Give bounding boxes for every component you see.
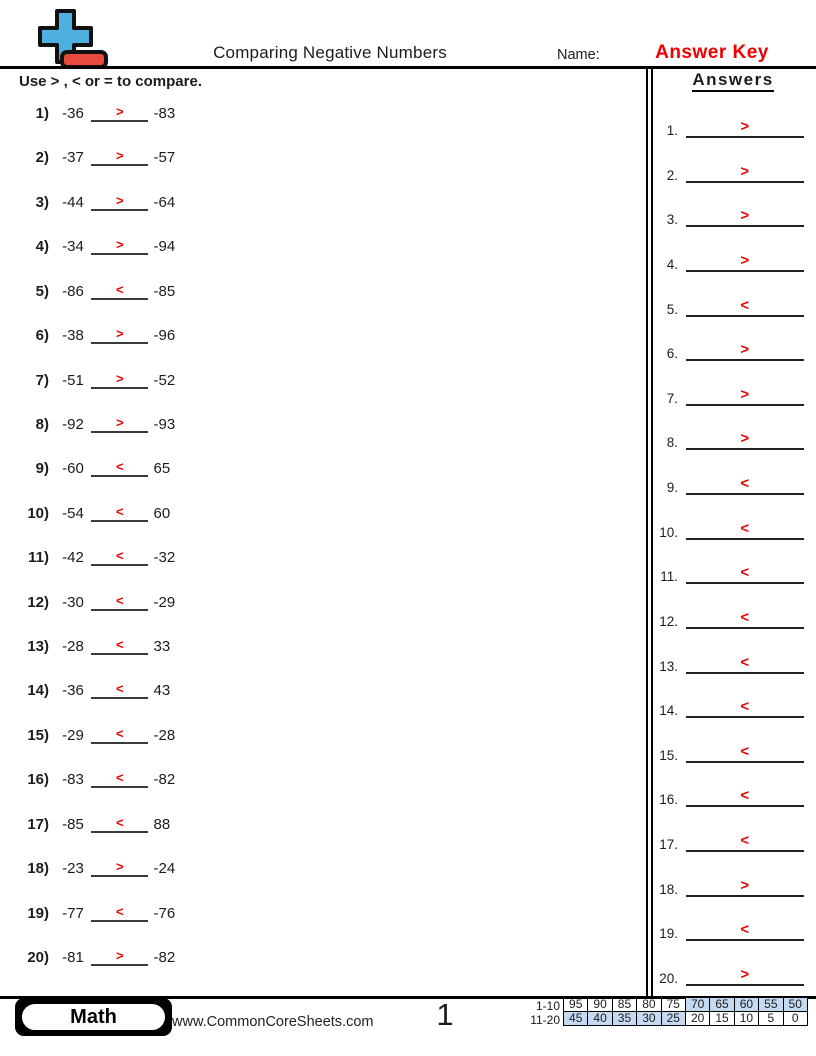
score-cell: 95 — [564, 998, 588, 1012]
answer-symbol: < — [740, 653, 750, 671]
answer-row — [654, 385, 804, 406]
answer-number: 11. — [660, 569, 678, 585]
problem-left-value: -36 — [62, 105, 84, 122]
problem-number: 14) — [27, 682, 49, 700]
comparison-symbol: < — [116, 725, 124, 741]
problem-right-value: -83 — [153, 105, 176, 122]
problem-answer-blank — [91, 281, 148, 300]
answer-row — [654, 608, 804, 629]
answer-symbol: < — [740, 608, 750, 626]
answer-number: 5. — [666, 301, 678, 317]
comparison-symbol: < — [116, 503, 124, 519]
score-cell: 75 — [661, 998, 685, 1012]
problem-number: 11) — [28, 549, 49, 567]
comparison-symbol: < — [116, 281, 124, 297]
problem-right-value: -29 — [153, 593, 176, 611]
problem-right-value: -85 — [153, 282, 176, 300]
page-number: 1 — [436, 997, 454, 1032]
answer-blank — [686, 206, 804, 227]
answer-symbol: < — [740, 921, 750, 939]
problem-answer-blank — [91, 414, 148, 433]
page-title: Comparing Negative Numbers — [213, 43, 447, 62]
answer-row — [654, 340, 804, 361]
problem-left-value: -29 — [62, 726, 84, 744]
answer-symbol: > — [740, 162, 750, 180]
column-separator-line — [651, 69, 653, 996]
comparison-symbol: > — [116, 370, 124, 386]
problem-row — [15, 325, 175, 345]
answer-number: 6. — [666, 346, 678, 362]
problem-left-value: -38 — [62, 327, 84, 345]
answer-row — [654, 786, 804, 807]
problem-number: 4) — [35, 238, 49, 256]
problem-answer-blank — [91, 147, 148, 166]
instructions-text: Use > , < or = to compare. — [19, 73, 202, 90]
problem-row — [15, 281, 175, 301]
comparison-symbol: > — [116, 326, 124, 342]
problem-right-value: -94 — [153, 238, 176, 256]
answer-row — [654, 965, 804, 986]
score-row-2 — [564, 1012, 808, 1026]
answer-symbol: < — [740, 742, 750, 760]
problem-answer-blank — [91, 858, 148, 877]
answer-blank — [686, 340, 804, 361]
answer-blank — [686, 697, 804, 718]
problem-row — [15, 725, 175, 745]
answer-row — [654, 920, 804, 941]
problem-row — [15, 192, 175, 212]
answer-symbol: > — [740, 207, 750, 225]
problem-left-value: -92 — [62, 415, 84, 433]
answer-symbol: < — [740, 519, 750, 537]
answer-number: 8. — [666, 435, 678, 451]
comparison-symbol: < — [116, 770, 124, 786]
problem-right-value: -32 — [153, 549, 176, 567]
answer-number: 14. — [659, 703, 678, 719]
score-cell: 90 — [588, 998, 612, 1012]
answer-row — [654, 519, 804, 540]
answer-number: 10. — [659, 524, 678, 540]
comparison-symbol: < — [116, 903, 124, 919]
problem-row — [15, 769, 175, 789]
problem-answer-blank — [91, 769, 148, 788]
problem-left-value: -54 — [62, 504, 84, 522]
plus-minus-logo-svg — [26, 8, 110, 70]
problem-answer-blank — [91, 503, 148, 522]
problem-row — [15, 147, 175, 167]
score-row-1 — [564, 998, 808, 1012]
score-cell: 40 — [588, 1012, 612, 1026]
problem-row — [15, 103, 175, 123]
problem-left-value: -83 — [62, 771, 84, 789]
minus-icon — [62, 52, 106, 67]
problem-right-value: -52 — [153, 371, 176, 389]
problem-answer-blank — [91, 680, 148, 699]
problem-answer-blank — [91, 458, 148, 477]
answer-row — [654, 117, 804, 138]
problem-left-value: -36 — [62, 682, 84, 700]
score-cell: 60 — [734, 998, 758, 1012]
comparison-symbol: > — [116, 947, 124, 963]
score-cell: 70 — [685, 998, 709, 1012]
problem-right-value: -93 — [153, 415, 176, 433]
problem-answer-blank — [91, 814, 148, 833]
answer-row — [654, 831, 804, 852]
problem-row — [15, 370, 175, 390]
problem-number: 5) — [35, 282, 49, 300]
answer-row — [654, 296, 804, 317]
problem-left-value: -77 — [62, 904, 84, 922]
answer-blank — [686, 608, 804, 629]
problem-right-value: 60 — [153, 504, 171, 522]
problem-answer-blank — [91, 636, 148, 655]
problem-number: 3) — [35, 193, 49, 211]
problem-row — [15, 503, 170, 523]
answer-key-text: Answer Key — [655, 42, 769, 63]
answer-blank — [686, 831, 804, 852]
comparison-symbol: > — [116, 192, 124, 208]
score-cell: 15 — [710, 1012, 734, 1026]
score-cell: 80 — [637, 998, 661, 1012]
score-cell: 45 — [564, 1012, 588, 1026]
problem-right-value: -96 — [153, 327, 176, 345]
answer-symbol: < — [740, 787, 750, 805]
problem-left-value: -34 — [62, 238, 84, 256]
problem-number: 1) — [35, 105, 49, 122]
name-label: Name: — [557, 47, 600, 63]
comparison-symbol: < — [116, 637, 124, 653]
score-cell: 35 — [612, 1012, 636, 1026]
answer-blank — [686, 117, 804, 138]
problem-right-value: 65 — [153, 460, 171, 478]
score-table — [563, 997, 808, 1026]
comparison-symbol: < — [116, 459, 124, 475]
problem-answer-blank — [91, 947, 148, 966]
answer-symbol: < — [740, 296, 750, 314]
problem-row — [15, 236, 175, 256]
answer-row — [654, 563, 804, 584]
problem-right-value: -24 — [153, 860, 176, 878]
score-cell: 55 — [759, 998, 783, 1012]
comparison-symbol: > — [116, 414, 124, 430]
comparison-symbol: > — [116, 237, 124, 253]
problem-row — [15, 903, 175, 923]
problem-number: 16) — [27, 771, 49, 789]
answer-symbol: > — [740, 118, 750, 135]
problem-right-value: -28 — [153, 726, 176, 744]
answer-blank — [686, 296, 804, 317]
comparison-symbol: < — [116, 681, 124, 697]
problem-number: 8) — [35, 415, 49, 433]
answer-blank — [686, 474, 804, 495]
problem-row — [15, 458, 170, 478]
problem-row — [15, 680, 170, 700]
answer-blank — [686, 429, 804, 450]
answer-symbol: < — [740, 564, 750, 582]
problem-left-value: -81 — [62, 948, 84, 966]
problem-number: 19) — [27, 904, 49, 922]
comparison-symbol: > — [116, 148, 124, 164]
comparison-symbol: > — [116, 859, 124, 875]
answer-symbol: < — [740, 475, 750, 493]
answer-blank — [686, 251, 804, 272]
answer-symbol: > — [740, 251, 750, 269]
problem-number: 15) — [27, 726, 49, 744]
answer-blank — [686, 519, 804, 540]
answer-number: 17. — [659, 837, 678, 853]
answer-blank — [686, 876, 804, 897]
answer-number: 7. — [666, 390, 678, 406]
problem-left-value: -60 — [62, 460, 84, 478]
answer-number: 13. — [659, 658, 678, 674]
answer-symbol: > — [740, 876, 750, 894]
problem-answer-blank — [91, 370, 148, 389]
problem-row — [15, 414, 175, 434]
answer-row — [654, 742, 804, 763]
answer-number: 1. — [666, 123, 678, 138]
score-cell: 85 — [612, 998, 636, 1012]
problem-row — [15, 547, 175, 567]
problem-right-value: -82 — [153, 948, 176, 966]
answer-number: 2. — [666, 167, 678, 183]
problem-left-value: -42 — [62, 549, 84, 567]
website-url: www.CommonCoreSheets.com — [172, 1014, 374, 1030]
answer-blank — [686, 162, 804, 183]
problem-number: 18) — [27, 860, 49, 878]
problem-answer-blank — [91, 192, 148, 211]
problem-answer-blank — [91, 725, 148, 744]
score-cell: 20 — [685, 1012, 709, 1026]
answer-symbol: > — [740, 385, 750, 403]
problem-left-value: -86 — [62, 282, 84, 300]
answer-row — [654, 206, 804, 227]
problem-right-value: -82 — [153, 771, 176, 789]
problem-left-value: -30 — [62, 593, 84, 611]
score-cell: 30 — [637, 1012, 661, 1026]
problem-number: 7) — [35, 371, 49, 389]
problem-number: 12) — [27, 593, 49, 611]
problem-left-value: -44 — [62, 193, 84, 211]
problem-answer-blank — [91, 592, 148, 611]
header-divider — [0, 66, 816, 69]
comparison-symbol: < — [116, 548, 124, 564]
problem-answer-blank — [91, 236, 148, 255]
answer-row — [654, 429, 804, 450]
problem-left-value: -85 — [62, 815, 84, 833]
answer-number: 20. — [659, 970, 678, 986]
problem-number: 20) — [27, 948, 49, 966]
answer-blank — [686, 920, 804, 941]
answer-row — [654, 251, 804, 272]
score-cell: 25 — [661, 1012, 685, 1026]
answer-number: 18. — [659, 881, 678, 897]
answer-symbol: > — [740, 430, 750, 448]
problem-number: 6) — [35, 327, 49, 345]
problem-answer-blank — [91, 903, 148, 922]
answer-symbol: > — [740, 965, 750, 983]
problem-left-value: -37 — [62, 149, 84, 167]
answer-blank — [686, 742, 804, 763]
score-cell: 5 — [759, 1012, 783, 1026]
problem-right-value: -64 — [153, 193, 176, 211]
problem-row — [15, 947, 175, 967]
answer-blank — [686, 965, 804, 986]
answer-blank — [686, 385, 804, 406]
answer-symbol: < — [740, 832, 750, 850]
problem-answer-blank — [91, 103, 148, 122]
problem-number: 9) — [35, 460, 49, 478]
problem-number: 13) — [27, 638, 49, 656]
problem-answer-blank — [91, 547, 148, 566]
math-badge — [15, 998, 172, 1036]
answers-header: Answers — [655, 70, 811, 90]
score-range-label-2: 11-20 — [530, 1013, 560, 1027]
score-range-label-1: 1-10 — [535, 999, 560, 1013]
score-cell: 0 — [783, 1012, 807, 1026]
answer-blank — [686, 563, 804, 584]
answer-blank — [686, 653, 804, 674]
problem-number: 10) — [27, 504, 49, 522]
score-cell: 65 — [710, 998, 734, 1012]
comparison-symbol: > — [116, 104, 124, 119]
answer-symbol: > — [740, 341, 750, 359]
problem-left-value: -51 — [62, 371, 84, 389]
answer-number: 3. — [666, 212, 678, 228]
plus-minus-logo — [26, 8, 110, 70]
problem-right-value: -76 — [153, 904, 176, 922]
problem-number: 2) — [35, 149, 49, 167]
answer-symbol: < — [740, 698, 750, 716]
problem-row — [15, 636, 170, 656]
problem-row — [15, 592, 175, 612]
problem-right-value: 33 — [153, 638, 171, 656]
answer-number: 9. — [666, 480, 678, 496]
answer-number: 15. — [659, 747, 678, 763]
score-cell: 10 — [734, 1012, 758, 1026]
score-cell: 50 — [783, 998, 807, 1012]
math-badge-label: Math — [20, 1002, 167, 1032]
problem-right-value: 88 — [153, 815, 171, 833]
problem-row — [15, 858, 175, 878]
problem-left-value: -23 — [62, 860, 84, 878]
answer-number: 4. — [666, 256, 678, 272]
answer-row — [654, 474, 804, 495]
answer-row — [654, 876, 804, 897]
answer-number: 16. — [659, 792, 678, 808]
comparison-symbol: < — [116, 592, 124, 608]
problem-left-value: -28 — [62, 638, 84, 656]
comparison-symbol: < — [116, 814, 124, 830]
problem-answer-blank — [91, 325, 148, 344]
answer-blank — [686, 786, 804, 807]
answer-row — [654, 162, 804, 183]
problem-right-value: 43 — [153, 682, 171, 700]
problem-right-value: -57 — [153, 149, 176, 167]
answer-row — [654, 697, 804, 718]
answer-row — [654, 653, 804, 674]
problem-row — [15, 814, 170, 834]
answer-number: 19. — [659, 926, 678, 942]
column-separator-line — [646, 69, 648, 996]
problem-number: 17) — [27, 815, 49, 833]
answer-number: 12. — [659, 613, 678, 629]
